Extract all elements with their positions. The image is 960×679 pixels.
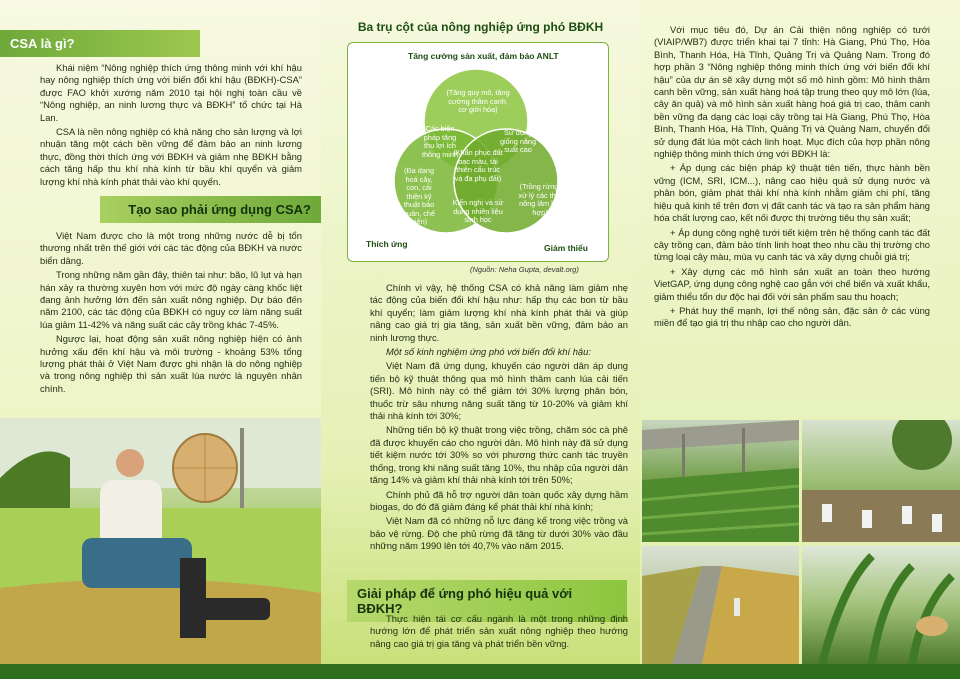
- venn-overlap-bottom: Kiến nghị và sử dụng nhiên liệu sinh học: [452, 198, 504, 224]
- dragonfruit-illustration: [802, 546, 960, 664]
- right-paragraph: + Áp dụng các biện pháp kỹ thuật tiên tiến, thực hành bền vững (ICM, SRI, ICM...), nâng cao hiệu quả sử dụng nước và phân bón, giảm phát thải khí nhà kính nhằm giảm chi phí, tăng hiệu quả kinh tế trên đơn vị đất canh tác và tạo ra sản phẩm hàng hóa chất lượng cao, kết nối được thị trường tiêu thụ sản xuất;: [654, 162, 930, 224]
- why-text: [40, 230, 302, 397]
- experience-paragraph: Việt Nam đã ứng dụng, khuyến cáo người dân áp dụng tiến bộ kỹ thuật thông qua mô hình thâm canh lúa cải tiến (SRI). Mô hình này có thể giảm tới 30% lượng phân bón, thuốc trừ sâu nhưng năng suất tăng từ 10-20% và giảm khí thải nhà kính tới 30%;: [370, 360, 628, 422]
- why-heading: Tạo sao phải ứng dụng CSA?: [100, 196, 321, 223]
- solution-text: [370, 613, 628, 652]
- venn-left-circle-text: (Đa dạng hoá cây, con, cải thiện kỹ thuật bảo quản, chế biến): [402, 166, 436, 226]
- csa-text: [40, 62, 302, 190]
- why-paragraph: Trong những năm gần đây, thiên tai như: bão, lũ lụt và hạn hán xảy ra thường xuyên hơn với mức độ ngày càng khốc liệt đang ảnh hưởng lớn đến sản xuất nông nghiệp. Dự báo đến năm 2100, các tác động của BĐKH có nguy cơ làm năng suất lúa giảm 11-42% và năng suất các cây trồng khác 7-45%.: [40, 269, 302, 330]
- venn-right-label: Giảm thiểu: [544, 243, 588, 253]
- csa-heading: CSA là gì?: [0, 30, 200, 57]
- dragonfruit-photo: [802, 546, 960, 664]
- venn-diagram: [347, 42, 609, 262]
- figure-source: (Nguồn: Neha Gupta, devalt.org): [470, 265, 579, 274]
- orchard-illustration: [802, 420, 960, 542]
- why-paragraph: Ngược lại, hoạt động sản xuất nông nghiệp hiện có ảnh hưởng xấu đến khí hậu và môi trường - khoảng 53% tổng lượng phát thải ở Việt Nam được ghi nhận là do nông nghiệp và trong nông nghiệp thì sản xuất lúa nước là nguyên nhân chính.: [40, 333, 302, 394]
- venn-top-circle-text: (Tăng quy mô, tăng cường thâm canh, cơ giới hóa): [446, 88, 510, 114]
- middle-paragraph: Chính vì vậy, hệ thống CSA có khả năng làm giảm nhẹ tác động của biến đổi khí hậu như: hấp thụ các bon từ bầu khí quyển; làm giảm lượng khí nhà kính phát thải và giúp nâng cao giá trị gia tăng, sản xuất bền vững, đảm bảo an ninh lương thực.: [370, 282, 628, 343]
- venn-left-label: Thích ứng: [366, 239, 408, 249]
- venn-overlap-top-left: Các biện pháp tăng thu lợi ích thông minh: [421, 124, 459, 159]
- canal-illustration: [642, 546, 799, 664]
- csa-paragraph: CSA là nền nông nghiệp có khả năng cho sản lượng và lợi nhuận tăng một cách bền vững để đảm bảo an ninh lương thực, đồng thời thích ứng với BĐKH và giảm nhẹ BĐKH bằng cách tăng hấp thu khí nhà kính từ bầu khí quyển và giảm lượng khí nhà kính phát thải vào khí quyển.: [40, 126, 302, 187]
- greenhouse-illustration: [642, 420, 799, 542]
- bottom-bar: [0, 664, 960, 679]
- venn-overlap-top-right: Sử dụng giống năng suất cao: [499, 128, 537, 154]
- venn-overlap-center: (Khẩn phục đất bạc màu, tái thiên cấu trúc và đa phụ đất): [453, 148, 503, 183]
- venn-right-circle-text: (Trồng rừng, xử lý các thải nông lâm kết hợp): [518, 182, 562, 217]
- venn-top-label: Tăng cường sản xuất, đảm bảo ANLT: [408, 51, 559, 61]
- figure-title: Ba trụ cột của nông nghiệp ứng phó BĐKH: [357, 20, 604, 34]
- farmer-photo: [0, 418, 321, 664]
- right-paragraph: + Phát huy thế mạnh, lợi thế nông sản, đặc sản ở các vùng miền để tạo giá trị thu nhập cao cho người dân.: [654, 304, 930, 329]
- right-paragraph: + Áp dụng công nghệ tưới tiết kiệm trên hệ thống canh tác đất cây trồng cạn, đảm bảo tính linh hoạt theo nhu cầu thị trường cho từng loại cây màu, mùa vụ canh tác và xây dựng chuỗi giá trị;: [654, 226, 930, 263]
- right-paragraph: + Xây dựng các mô hình sản xuất an toàn theo hướng VietGAP, ứng dụng công nghệ cao gắn với chế biến và xuất khẩu, giảm thiểu tổn dư độc hại đối với sản phẩm sau thu hoạch;: [654, 265, 930, 302]
- experience-paragraph: Những tiến bộ kỹ thuật trong việc trồng, chăm sóc cà phê đã được khuyến cáo cho người dân. Mô hình này đã sử dụng tiết kiệm nước tới 30% so với phương thức canh tác truyền thống, trong khi năng suất tăng 10%, thu nhập của người dân tăng 14% và giảm khí thải nhà kính tới trên 50%;: [370, 424, 628, 486]
- why-paragraph: Việt Nam được cho là một trong những nước dễ bị tổn thương nhất trên thế giới với các tác động của BĐKH và nước biển dâng.: [40, 230, 302, 266]
- experience-paragraph: Việt Nam đã có những nỗ lực đáng kể trong việc trồng và bảo vệ rừng. Độ che phủ rừng đã tăng từ dưới 30% vào đầu những năm 1990 lên tới 40,7% vào năm 2015.: [370, 515, 628, 552]
- solution-heading: Giải pháp để ứng phó hiệu quả với BĐKH?: [347, 580, 627, 622]
- farmer-illustration: [0, 418, 321, 664]
- right-paragraph: Với mục tiêu đó, Dự án Cải thiện nông nghiệp có tưới (VIAIP/WB7) được triển khai tại 7 tỉnh: Hà Giang, Phú Thọ, Hòa Bình, Thanh Hóa, Hà Tĩnh, Quảng Trị và Quảng Nam. Trong đó hợp phần 3 “Nông nghiệp thông minh thích ứng với biến đổi khí hậu” của dự án sẽ xây dựng một số mô hình gồm: Mô hình thâm canh bền vững, sản xuất hàng hoá tập trung theo quy mô lớn (lúa, cây ăn quả) và mô hình sản xuất hàng hoá giá trị cao, thâm canh bền vững đa dạng các loại cây trồng tại Hà Giang, Phú Thọ, Hòa Bình, Thanh Hóa, Hà Tĩnh, Quảng Trị và Quảng Nam, chuyển đổi sử dụng đất lúa một cách linh hoạt. Mục đích của hợp phần nông nghiệp thông minh thích ứng với BĐKH là:: [654, 24, 930, 160]
- csa-paragraph: Khái niệm “Nông nghiệp thích ứng thông minh với khí hậu hay nông nghiệp thích ứng với biến đổi khí hậu (BĐKH)-CSA” được FAO khởi xướng năm 2010 tại hội nghị toàn cầu về “Nông nghiệp, an ninh lương thực và BĐKH” tổ chức tại Hà Lan.: [40, 62, 302, 123]
- canal-photo: [642, 546, 799, 664]
- experience-paragraph: Chính phủ đã hỗ trợ người dân toàn quốc xây dựng hầm biogas, do đó đã giảm đáng kể phát thải khí nhà kính;: [370, 488, 628, 512]
- right-text: [654, 24, 930, 332]
- experience-heading: Một số kinh nghiệm ứng phó với biến đổi khí hậu:: [386, 346, 591, 358]
- middle-text: [370, 282, 628, 555]
- orchard-photo: [802, 420, 960, 542]
- greenhouse-photo: [642, 420, 799, 542]
- solution-paragraph: Thực hiện tái cơ cấu ngành là một trong những định hướng lớn để phát triển sản xuất nông nghiệp theo hướng nâng cao giá trị gia tăng và phát triển bền vững.: [370, 613, 628, 649]
